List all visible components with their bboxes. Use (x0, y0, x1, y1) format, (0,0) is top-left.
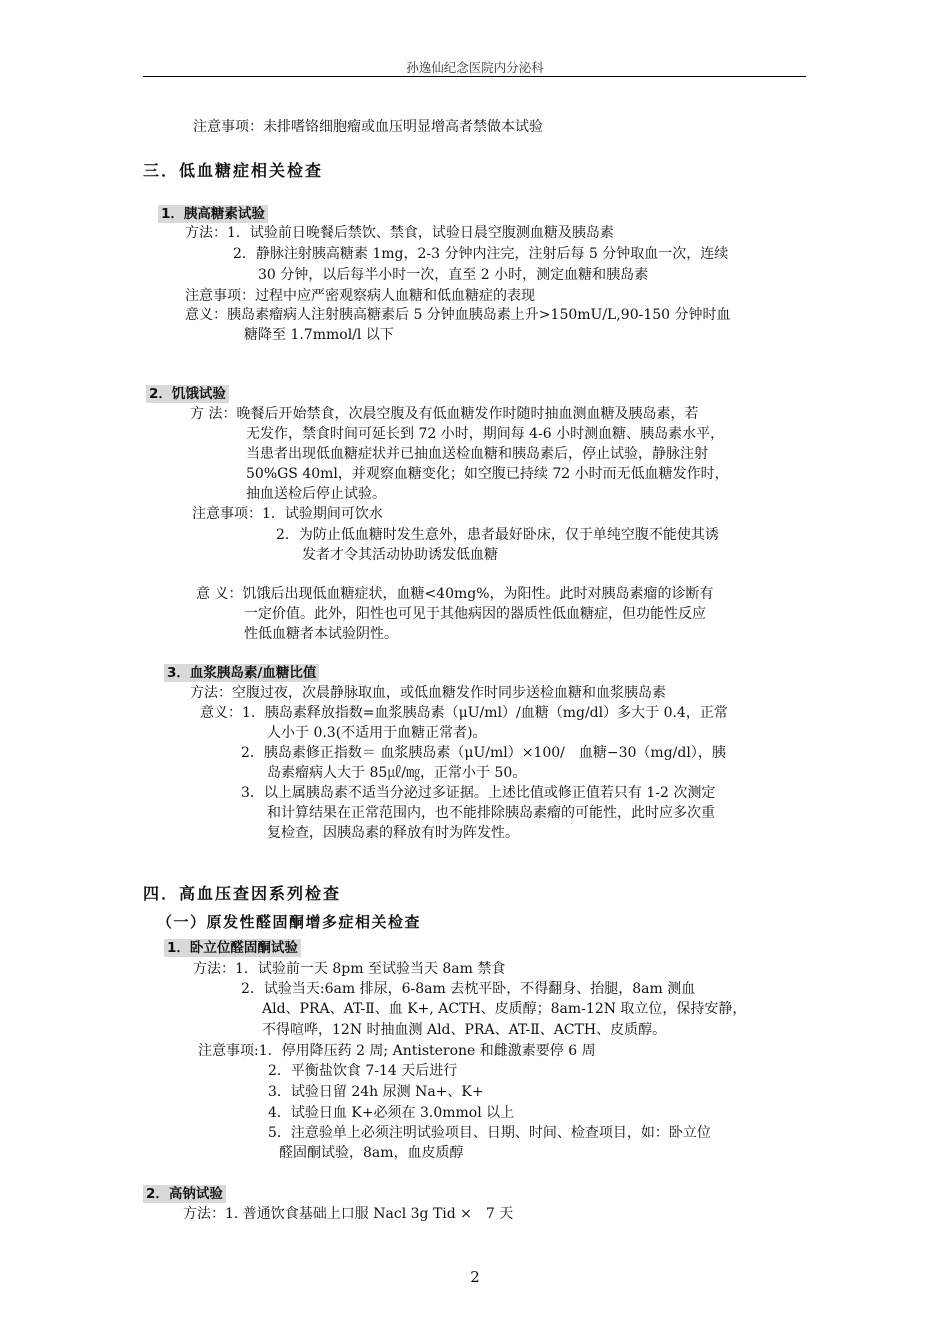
s3-3-meaning-3a: 3．以上属胰岛素不适当分泌过多证据。上述比值或修正值若只有 1-2 次测定 (241, 785, 716, 801)
intro-note: 注意事项：未排嗜铬细胞瘤或血压明显增高者禁做本试验 (193, 119, 543, 135)
s3-3-meaning-3b: 和计算结果在正常范围内，也不能排除胰岛素瘤的可能性，此时应多次重 (267, 805, 715, 821)
s3-1-note: 注意事项：过程中应严密观察病人血糖和低血糖症的表现 (185, 288, 535, 304)
section-4-1-title: 1．卧立位醛固酮试验 (164, 939, 301, 957)
s3-2-meaning-b: 一定价值。此外，阳性也可见于其他病因的器质性低血糖症，但功能性反应 (244, 606, 706, 622)
section-3-1-title: 1．胰高糖素试验 (158, 205, 268, 223)
s4-1-method-2c: 不得喧哗，12N 时抽血测 Ald、PRA、AT-Ⅱ、ACTH、皮质醇。 (262, 1022, 667, 1038)
s4-1-note-2: 2．平衡盐饮食 7-14 天后进行 (268, 1063, 458, 1079)
s4-1-note-1: 注意事项:1．停用降压药 2 周; Antisterone 和雌激素要停 6 周 (198, 1043, 596, 1059)
s3-2-method-e: 抽血送检后停止试验。 (246, 486, 386, 502)
s3-2-note-1: 注意事项：1．试验期间可饮水 (192, 506, 383, 522)
s3-2-note-2b: 发者才令其活动协助诱发低血糖 (302, 547, 498, 563)
s3-1-meaning-a: 意义：胰岛素瘤病人注射胰高糖素后 5 分钟血胰岛素上升>150mU/L,90-150 分钟时血 (185, 307, 731, 323)
s3-1-meaning-b: 糖降至 1.7mmol/l 以下 (244, 327, 394, 343)
s3-2-meaning-c: 性低血糖者本试验阴性。 (244, 626, 398, 642)
s4-1-method-2b: Ald、PRA、AT-Ⅱ、血 K+, ACTH、皮质醇；8am-12N 取立位，保持安静， (262, 1001, 747, 1017)
header-text: 孙逸仙纪念医院内分泌科 (406, 60, 544, 75)
section-3-2-title: 2．饥饿试验 (146, 385, 229, 403)
s4-1-method-1: 方法：1．试验前一天 8pm 至试验当天 8am 禁食 (193, 961, 506, 977)
s4-1-note-4: 4．试验日血 K+必须在 3.0mmol 以上 (268, 1105, 515, 1121)
s3-1-method-2b: 30 分钟，以后每半小时一次，直至 2 小时，测定血糖和胰岛素 (258, 267, 649, 283)
s4-1-note-5a: 5．注意验单上必须注明试验项目、日期、时间、检查项目，如：卧立位 (268, 1125, 711, 1141)
s3-1-method-1: 方法：1．试验前日晚餐后禁饮、禁食，试验日晨空腹测血糖及胰岛素 (185, 225, 614, 241)
s3-3-meaning-3c: 复检查，因胰岛素的释放有时为阵发性。 (267, 825, 519, 841)
s4-1-note-5b: 醛固酮试验，8am，血皮质醇 (279, 1145, 464, 1161)
s3-2-method-a: 方 法：晚餐后开始禁食，次晨空腹及有低血糖发作时随时抽血测血糖及胰岛素，若 (190, 406, 699, 422)
section-4-2-title: 2．高钠试验 (143, 1185, 226, 1203)
page-number: 2 (470, 1268, 480, 1286)
section-4-subtitle: （一）原发性醛固酮增多症相关检查 (157, 913, 422, 931)
s3-1-method-2a: 2．静脉注射胰高糖素 1mg，2-3 分钟内注完，注射后每 5 分钟取血一次，连续 (233, 246, 729, 262)
s4-2-method-1: 方法：1. 普通饮食基础上口服 Nacl 3g Tid × 7 天 (183, 1206, 514, 1222)
s3-2-note-2a: 2．为防止低血糖时发生意外，患者最好卧床，仅于单纯空腹不能使其诱 (276, 527, 719, 543)
header-rule (143, 76, 806, 77)
s3-3-meaning-2b: 岛素瘤病人大于 85㎕/㎎，正常小于 50。 (267, 765, 527, 781)
s3-2-meaning-a: 意 义：饥饿后出现低血糖症状，血糖<40mg%，为阳性。此时对胰岛素瘤的诊断有 (196, 586, 714, 602)
s3-3-meaning-2a: 2．胰岛素修正指数＝ 血浆胰岛素（μU/ml）×100/ 血糖−30（mg/dl），胰 (241, 745, 726, 761)
s4-1-method-2a: 2．试验当天:6am 排尿，6-8am 去枕平卧，不得翻身、抬腿，8am 测血 (241, 981, 696, 997)
s3-3-meaning-1b: 人小于 0.3(不适用于血糖正常者)。 (267, 725, 487, 741)
s3-3-meaning-1a: 意义：1．胰岛素释放指数=血浆胰岛素（μU/ml）/血糖（mg/dl）多大于 0.4，正常 (200, 705, 728, 721)
section-3-3-title: 3．血浆胰岛素/血糖比值 (164, 664, 319, 682)
section-3-title: 三．低血糖症相关检查 (143, 161, 324, 180)
s3-2-method-c: 当患者出现低血糖症状并已抽血送检血糖和胰岛素后，停止试验，静脉注射 (246, 446, 708, 462)
s4-1-note-3: 3．试验日留 24h 尿测 Na+、K+ (268, 1084, 484, 1100)
s3-3-method: 方法：空腹过夜，次晨静脉取血，或低血糖发作时同步送检血糖和血浆胰岛素 (190, 685, 666, 701)
s3-2-method-b: 无发作，禁食时间可延长到 72 小时，期间每 4-6 小时测血糖、胰岛素水平， (246, 426, 725, 442)
s3-2-method-d: 50%GS 40ml，并观察血糖变化；如空腹已持续 72 小时而无低血糖发作时， (246, 466, 729, 482)
section-4-title: 四．高血压查因系列检查 (143, 884, 342, 903)
